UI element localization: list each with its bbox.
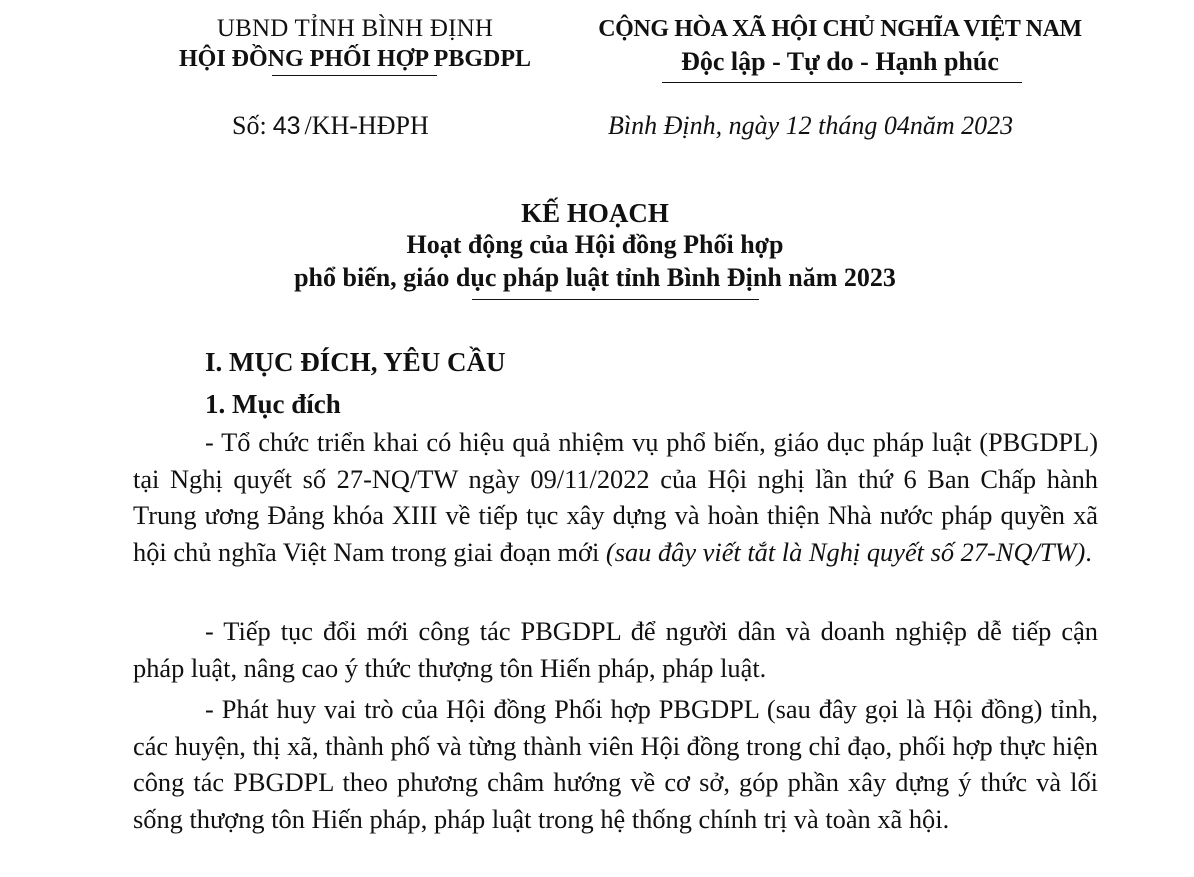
title-underline — [472, 299, 759, 300]
subsection-heading: 1. Mục đích — [205, 389, 341, 419]
document-number-value: 43 — [272, 112, 301, 140]
agency-name: UBND TỈNH BÌNH ĐỊNH — [216, 15, 494, 42]
national-header-block — [580, 14, 1100, 80]
section-heading: I. MỤC ĐÍCH, YÊU CẦU — [205, 347, 506, 377]
document-date: Bình Định, ngày 12 tháng 04năm 2023 — [608, 111, 1014, 140]
national-motto: Độc lập - Tự do - Hạnh phúc — [681, 47, 999, 76]
motto-underline — [662, 82, 1022, 83]
agency-underline — [272, 75, 437, 76]
paragraph-2: - Tiếp tục đổi mới công tác PBGDPL để người dân và doanh nghiệp dễ tiếp cận pháp luật, nâng cao ý thức thượng tôn Hiến pháp, pháp luật. — [133, 616, 1098, 683]
republic-name: CỘNG HÒA XÃ HỘI CHỦ NGHĨA VIỆT NAM — [598, 16, 1082, 42]
issuing-agency-block — [140, 14, 570, 74]
document-number-prefix: Số: — [232, 111, 267, 140]
paragraph-1-italic-note: (sau đây viết tắt là Nghị quyết số 27-NQ/TW) — [605, 536, 1086, 567]
paragraph-1-text: - Tổ chức triển khai có hiệu quả nhiệm vụ phổ biến, giáo dục pháp luật (PBGDPL) tại Nghị quyết số 27-NQ/TW ngày 09/11/2022 của Hội nghị lần thứ 6 Ban Chấp hành Trung ương Đảng khóa XIII về tiếp tục xây dựng và hoàn thiện Nhà nước pháp quyền xã hội chủ nghĩa Việt Nam trong giai đoạn mới — [133, 427, 1098, 567]
paragraph-1 — [133, 424, 1098, 570]
paragraph-1-end: . — [1085, 536, 1092, 567]
document-type: KẾ HOẠCH — [521, 198, 669, 228]
document-number — [232, 110, 429, 142]
document-title-line-1: Hoạt động của Hội đồng Phối hợp — [406, 230, 784, 259]
council-name: HỘI ĐỒNG PHỐI HỢP PBGDPL — [178, 46, 532, 72]
document-title-line-2: phổ biến, giáo dục pháp luật tỉnh Bình Định năm 2023 — [294, 263, 896, 292]
document-title-block — [130, 198, 1060, 294]
paragraph-3: - Phát huy vai trò của Hội đồng Phối hợp PBGDPL (sau đây gọi là Hội đồng) tỉnh, các huyện, thị xã, thành phố và từng thành viên Hội đồng trong chỉ đạo, phối hợp thực hiện công tác PBGDPL theo phương châm hướng về cơ sở, góp phần xây dựng ý thức và lối sống thượng tôn Hiến pháp, pháp luật trong hệ thống chính trị và toàn xã hội. — [133, 694, 1098, 834]
document-number-suffix: /KH-HĐPH — [304, 111, 429, 140]
